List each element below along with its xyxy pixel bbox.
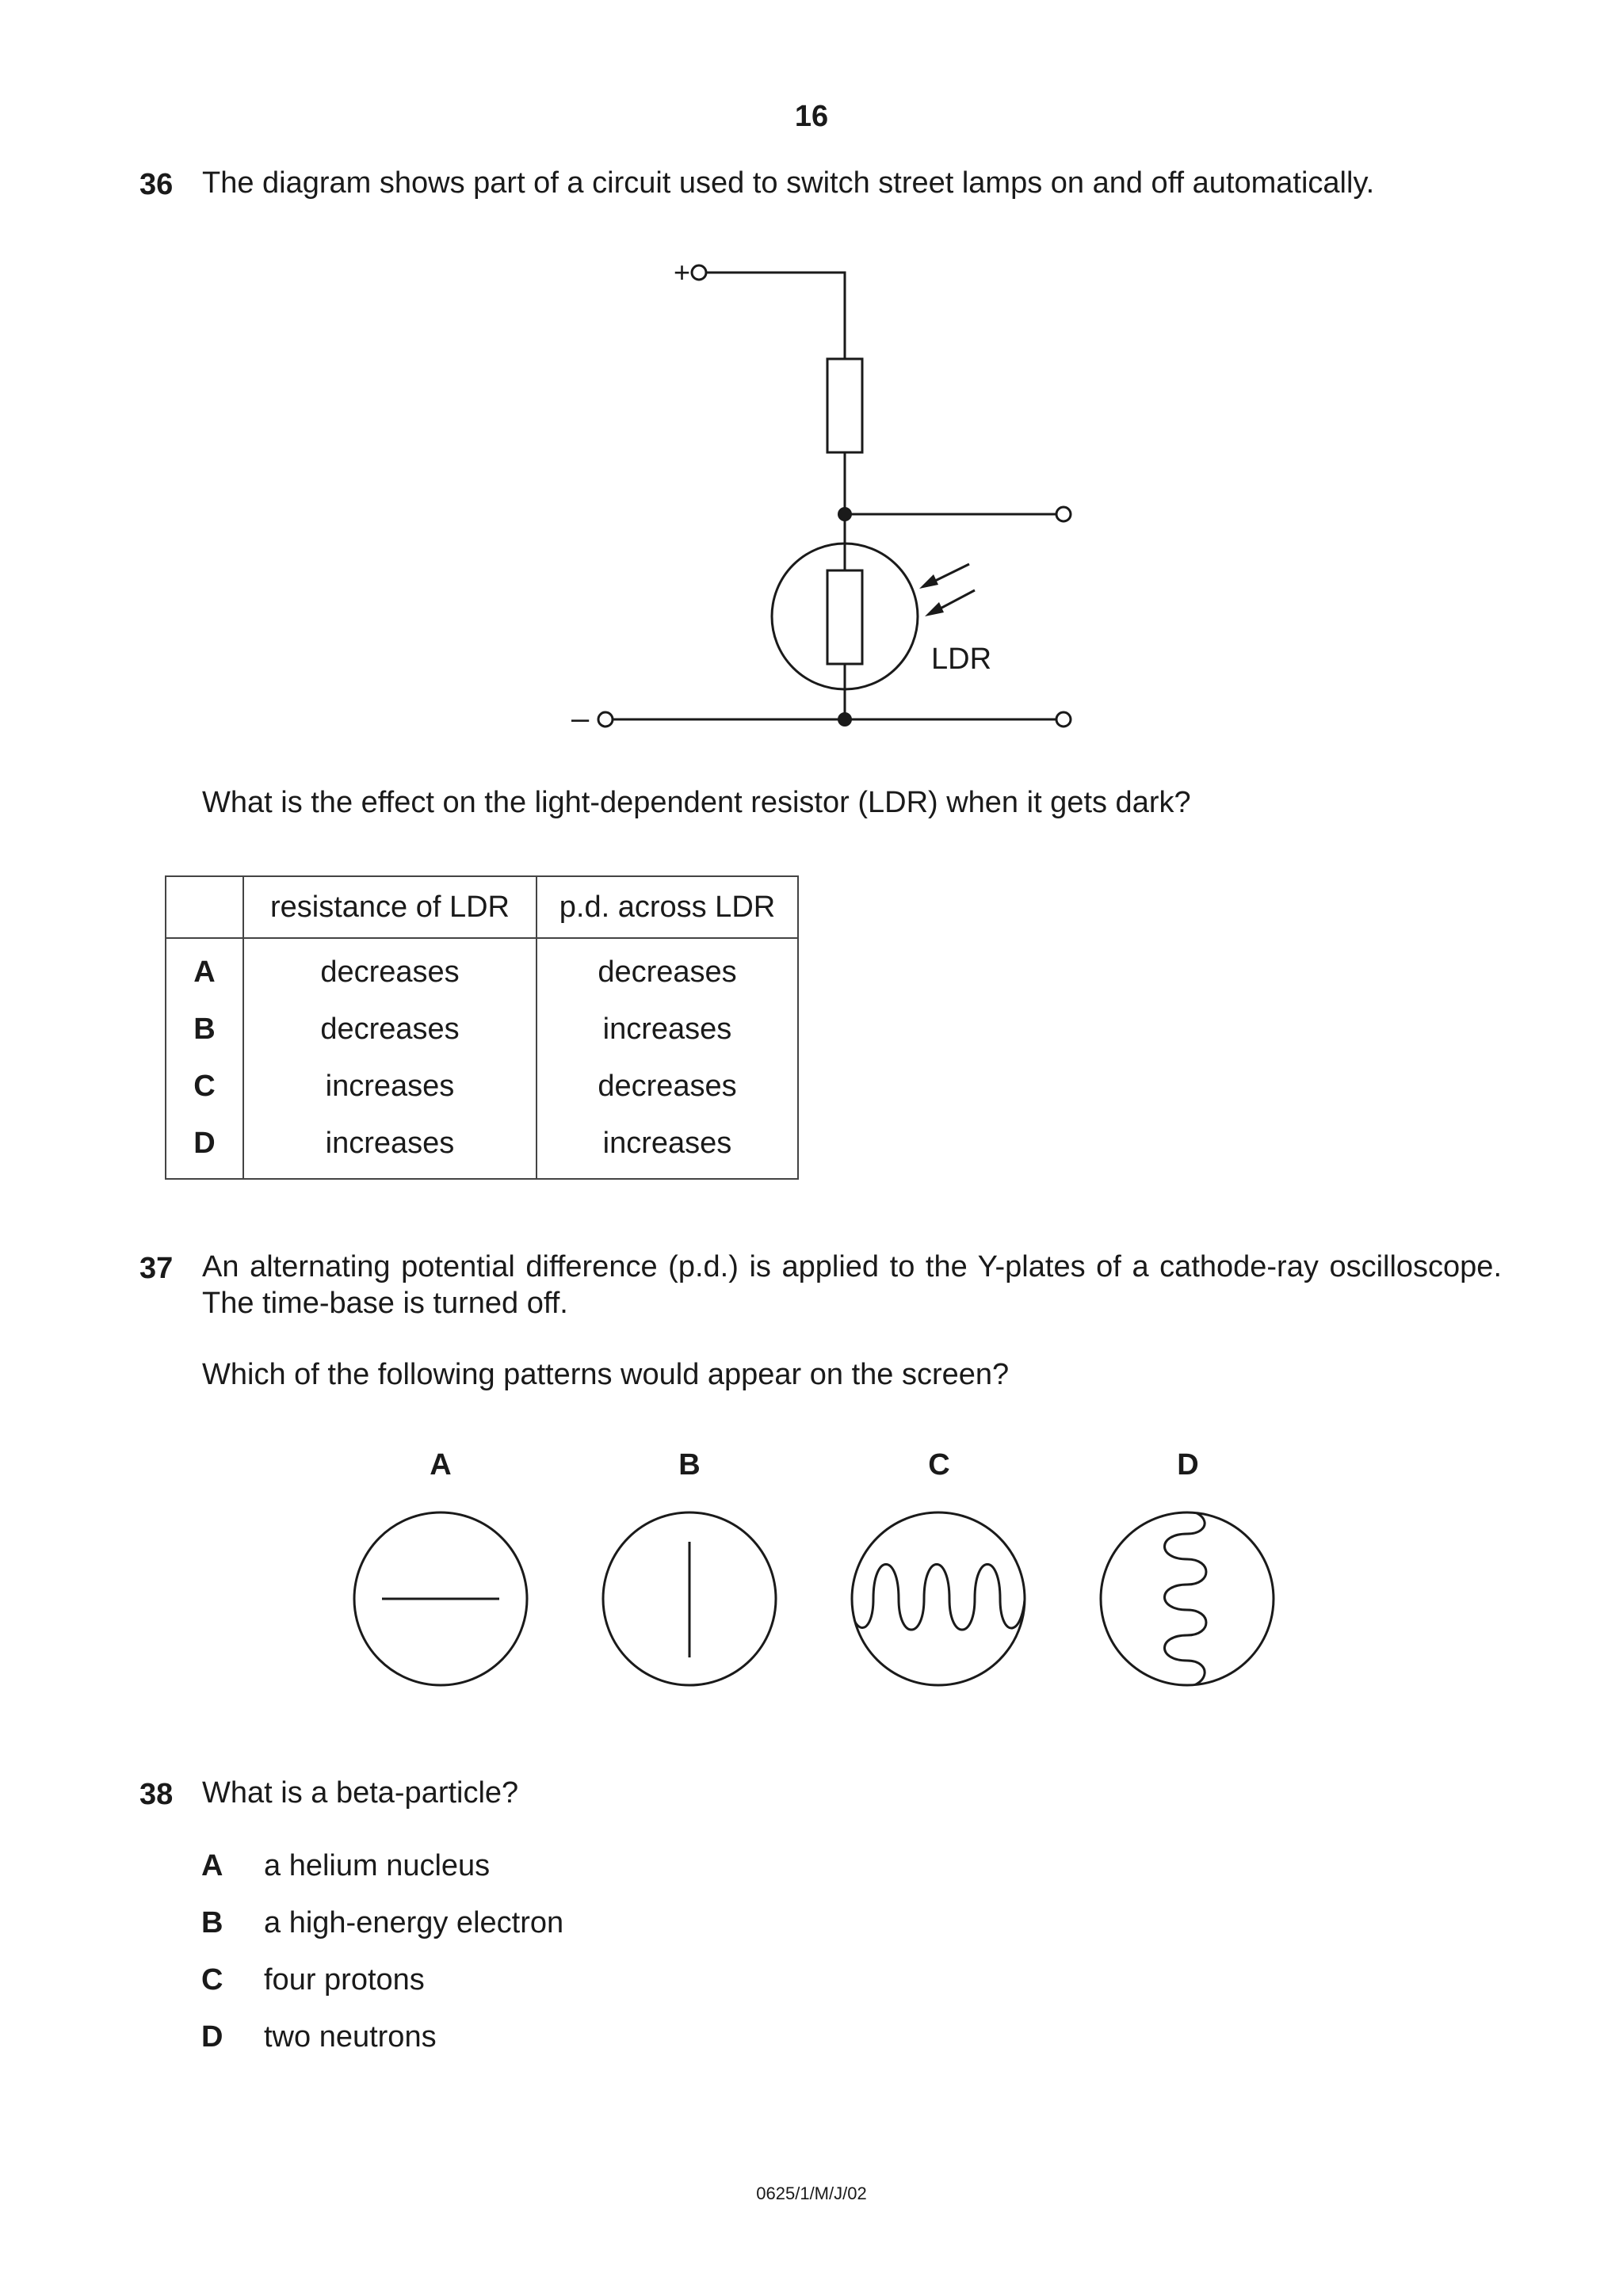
- table-cell-resistance: decreases: [243, 1001, 537, 1058]
- question-36-number: 36: [139, 168, 174, 201]
- option-text: four protons: [264, 1963, 425, 1997]
- ldr-circuit-diagram: [539, 246, 1109, 753]
- ldr-label: LDR: [931, 643, 992, 676]
- question-37-text-line1: An alternating potential difference (p.d.) is applied to the Y-plates of a cathode-ray oscilloscope.: [202, 1250, 1502, 1283]
- table-row-letter: A: [166, 938, 243, 1001]
- option-letter: C: [201, 1963, 223, 1997]
- minus-sign: –: [571, 701, 590, 736]
- option-text: two neutrons: [264, 2020, 437, 2054]
- negative-terminal: [598, 712, 613, 727]
- table-row: [166, 1115, 798, 1179]
- table-row-letter: B: [166, 1001, 243, 1058]
- scope-label-d: D: [1177, 1448, 1199, 1482]
- scope-screen-d: [1101, 1512, 1274, 1685]
- table-row: [166, 1001, 798, 1058]
- option-letter: A: [201, 1849, 223, 1882]
- output-terminal-top: [1056, 507, 1071, 521]
- oscilloscope-patterns: [341, 1505, 1292, 1695]
- fixed-resistor: [827, 359, 862, 452]
- scope-screen-c: [852, 1512, 1025, 1685]
- ldr-resistor: [827, 570, 862, 664]
- scope-label-c: C: [928, 1448, 950, 1482]
- table-header-pd: p.d. across LDR: [537, 876, 798, 938]
- vertical-wave-trace: [1165, 1508, 1207, 1689]
- table-cell-pd: decreases: [537, 938, 798, 1001]
- question-38-number: 38: [139, 1778, 174, 1811]
- junction-top: [838, 507, 852, 521]
- table-cell-pd: increases: [537, 1001, 798, 1058]
- option-letter: B: [201, 1906, 223, 1939]
- table-row: [166, 938, 798, 1001]
- positive-terminal: [692, 265, 706, 280]
- question-37-number: 37: [139, 1252, 174, 1285]
- scope-label-a: A: [430, 1448, 452, 1482]
- table-cell-resistance: decreases: [243, 938, 537, 1001]
- positive-wire: [706, 273, 845, 359]
- question-36-text: The diagram shows part of a circuit used to switch street lamps on and off automatically.: [202, 166, 1375, 200]
- table-cell-pd: increases: [537, 1115, 798, 1179]
- question-36-prompt: What is the effect on the light-dependent resistor (LDR) when it gets dark?: [202, 786, 1191, 819]
- table-cell-resistance: increases: [243, 1058, 537, 1115]
- output-terminal-bottom: [1056, 712, 1071, 727]
- option-letter: D: [201, 2020, 223, 2054]
- option-text: a high-energy electron: [264, 1906, 564, 1939]
- table-cell-pd: decreases: [537, 1058, 798, 1115]
- table-header-resistance: resistance of LDR: [243, 876, 537, 938]
- junction-bottom: [838, 712, 852, 727]
- table-row-letter: D: [166, 1115, 243, 1179]
- answer-table: [165, 875, 799, 1180]
- page-number: 16: [794, 100, 829, 133]
- table-row-letter: C: [166, 1058, 243, 1115]
- footer-code: 0625/1/M/J/02: [756, 2183, 867, 2203]
- arrowhead-2: [925, 602, 944, 616]
- table-row: [166, 1058, 798, 1115]
- question-38-prompt: What is a beta-particle?: [202, 1776, 519, 1810]
- plus-sign: +: [674, 256, 691, 288]
- question-37-text-line2: The time-base is turned off.: [202, 1287, 568, 1320]
- table-header-blank: [166, 876, 243, 938]
- option-text: a helium nucleus: [264, 1849, 491, 1882]
- question-37-prompt: Which of the following patterns would appear on the screen?: [202, 1358, 1010, 1391]
- arrowhead-1: [919, 574, 938, 589]
- table-header-row: [166, 876, 798, 938]
- scope-label-b: B: [678, 1448, 701, 1482]
- horizontal-wave-trace: [848, 1565, 1025, 1630]
- table-cell-resistance: increases: [243, 1115, 537, 1179]
